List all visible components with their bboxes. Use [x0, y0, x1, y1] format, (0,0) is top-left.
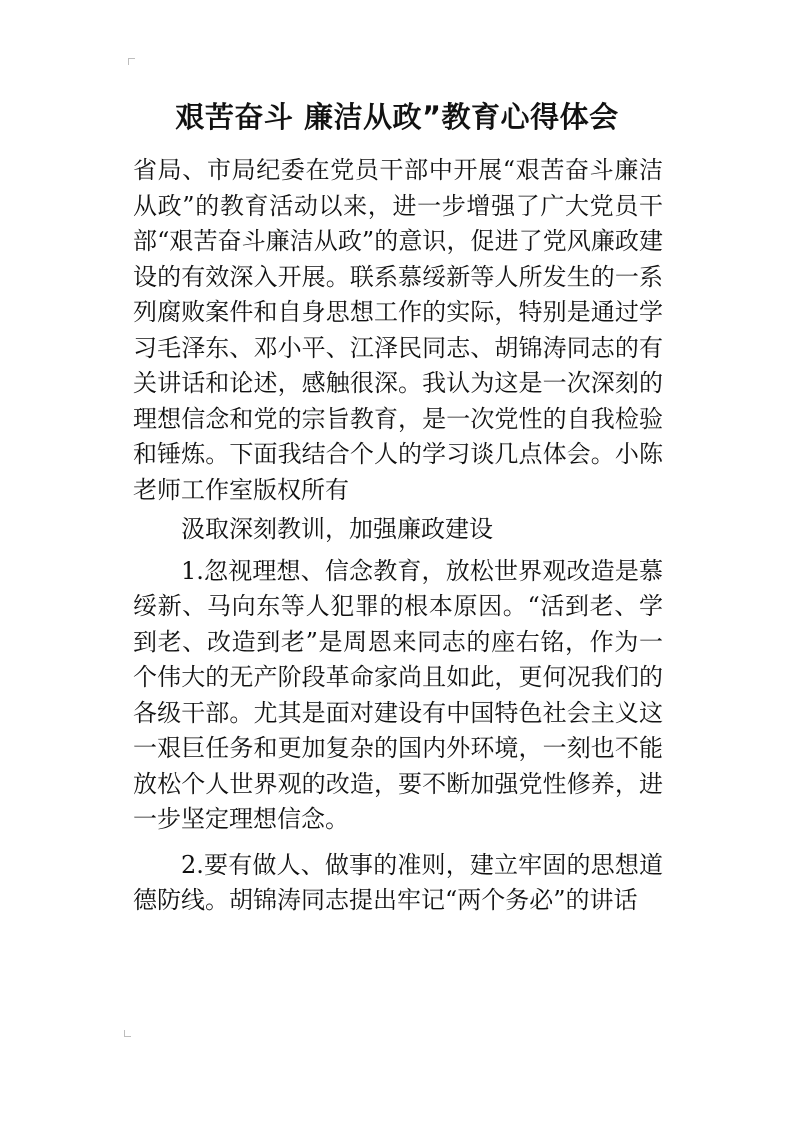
point-1-paragraph: 1.忽视理想、信念教育，放松世界观改造是慕绥新、马向东等人犯罪的根本原因。“活到老、学到老、改造到老”是周恩来同志的座右铭，作为一个伟大的无产阶段革命家尚且如此，更何况我们的各级干部。尤其是面对建设有中国特色社会主义这一艰巨任务和更加复杂的国内外环境，一刻也不能放松个人世界观的改造，要不断加强党性修养，进一步坚定理想信念。: [133, 556, 663, 833]
document-body: [133, 153, 663, 919]
page-corner-mark: [124, 1030, 131, 1037]
intro-paragraph: 省局、市局纪委在党员干部中开展“艰苦奋斗廉洁从政”的教育活动以来，进一步增强了广大党员干部“艰苦奋斗廉洁从政”的意识，促进了党风廉政建设的有效深入开展。联系慕绥新等人所发生的一系列腐败案件和自身思想工作的实际，特别是通过学习毛泽东、邓小平、江泽民同志、胡锦涛同志的有关讲话和论述，感触很深。我认为这是一次深刻的理想信念和党的宗旨教育，是一次党性的自我检验和锤炼。下面我结合个人的学习谈几点体会。小陈老师工作室版权所有: [133, 156, 663, 504]
document-title: 艰苦奋斗 廉洁从政”教育心得体会: [175, 100, 619, 134]
section-heading: 汲取深刻教训，加强廉政建设: [181, 515, 493, 543]
point-2-paragraph: 2.要有做人、做事的准则，建立牢固的思想道德防线。胡锦涛同志提出牢记“两个务必”的讲话: [133, 850, 663, 914]
page-corner-mark: [128, 58, 135, 65]
